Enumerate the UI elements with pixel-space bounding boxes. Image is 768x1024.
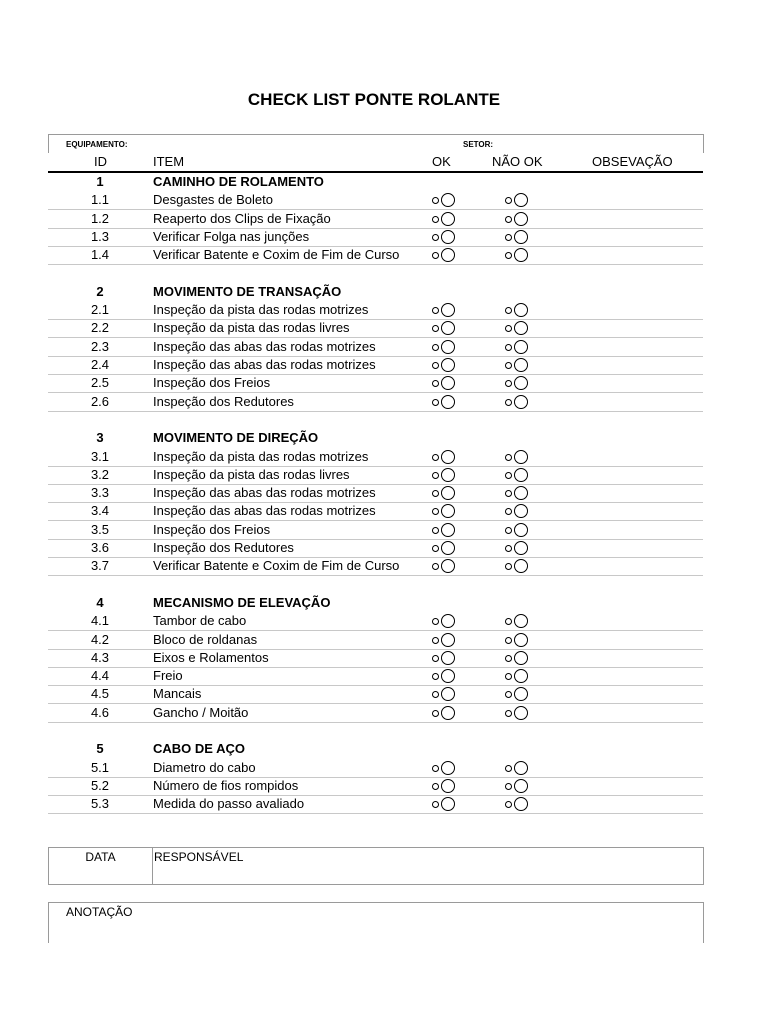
ok-radio-button[interactable] (432, 230, 458, 244)
item-text: Verificar Batente e Coxim de Fim de Curso (153, 558, 400, 574)
item-id: 4.2 (90, 631, 110, 647)
item-text: Inspeção dos Redutores (153, 393, 294, 409)
radio-small-circle-icon (432, 216, 439, 223)
section-id: 1 (96, 174, 104, 189)
nao-ok-radio-button[interactable] (505, 541, 531, 555)
nao-ok-radio-button[interactable] (505, 614, 531, 628)
nao-ok-radio-button[interactable] (505, 303, 531, 317)
item-text: Diametro do cabo (153, 759, 256, 775)
radio-circle-icon (441, 468, 455, 482)
item-id: 4.1 (90, 613, 110, 629)
radio-small-circle-icon (432, 618, 439, 625)
ok-radio-button[interactable] (432, 779, 458, 793)
radio-circle-icon (514, 797, 528, 811)
radio-small-circle-icon (432, 637, 439, 644)
radio-circle-icon (514, 687, 528, 701)
radio-circle-icon (514, 559, 528, 573)
checklist-row (48, 393, 703, 412)
nao-ok-radio-button[interactable] (505, 468, 531, 482)
nao-ok-radio-button[interactable] (505, 797, 531, 811)
checklist-row (48, 521, 703, 540)
nao-ok-radio-button[interactable] (505, 633, 531, 647)
section-row (48, 740, 703, 758)
item-id: 2.6 (90, 393, 110, 409)
nao-ok-radio-button[interactable] (505, 450, 531, 464)
radio-small-circle-icon (432, 508, 439, 515)
item-text: Gancho / Moitão (153, 704, 249, 720)
radio-small-circle-icon (432, 691, 439, 698)
item-id: 2.5 (90, 375, 110, 391)
column-header-item: ITEM (153, 154, 185, 169)
radio-small-circle-icon (432, 325, 439, 332)
radio-circle-icon (514, 248, 528, 262)
item-text: Verificar Folga nas junções (153, 228, 310, 244)
radio-small-circle-icon (505, 380, 512, 387)
item-id: 2.2 (90, 320, 110, 336)
radio-circle-icon (514, 358, 528, 372)
header-info-box (48, 134, 704, 153)
item-id: 3.1 (90, 448, 110, 464)
section-row (48, 283, 703, 301)
item-text: Inspeção da pista das rodas livres (153, 320, 350, 336)
ok-radio-button[interactable] (432, 193, 458, 207)
radio-circle-icon (441, 559, 455, 573)
item-text: Inspeção dos Freios (153, 375, 271, 391)
radio-circle-icon (441, 376, 455, 390)
annotation-box (48, 902, 704, 943)
section-row (48, 594, 703, 612)
radio-small-circle-icon (432, 234, 439, 241)
item-id: 1.3 (90, 228, 110, 244)
nao-ok-radio-button[interactable] (505, 340, 531, 354)
section-title: MECANISMO DE ELEVAÇÃO (153, 594, 331, 610)
ok-radio-button[interactable] (432, 797, 458, 811)
item-text: Número de fios rompidos (153, 777, 299, 793)
ok-radio-button[interactable] (432, 614, 458, 628)
checklist-row (48, 356, 703, 375)
radio-circle-icon (441, 541, 455, 555)
item-id: 4.6 (90, 704, 110, 720)
checklist-row (48, 338, 703, 357)
item-id: 5.2 (90, 777, 110, 793)
checklist-row (48, 667, 703, 686)
item-text: Freio (153, 668, 183, 684)
item-id: 3.5 (90, 521, 110, 537)
ok-radio-button[interactable] (432, 541, 458, 555)
radio-circle-icon (441, 450, 455, 464)
item-text: Verificar Batente e Coxim de Fim de Curso (153, 247, 400, 263)
radio-circle-icon (514, 669, 528, 683)
nao-ok-radio-button[interactable] (505, 761, 531, 775)
item-text: Medida do passo avaliado (153, 796, 305, 812)
item-text: Bloco de roldanas (153, 631, 258, 647)
radio-small-circle-icon (432, 673, 439, 680)
radio-circle-icon (441, 193, 455, 207)
checklist-row (48, 191, 703, 210)
radio-small-circle-icon (432, 399, 439, 406)
item-id: 2.1 (90, 302, 110, 318)
nao-ok-radio-button[interactable] (505, 376, 531, 390)
nao-ok-radio-button[interactable] (505, 669, 531, 683)
radio-small-circle-icon (505, 545, 512, 552)
column-header-id: ID (94, 154, 107, 169)
item-id: 1.1 (90, 192, 110, 208)
radio-circle-icon (441, 321, 455, 335)
checklist-row (48, 612, 703, 631)
checklist-row (48, 557, 703, 576)
radio-small-circle-icon (505, 307, 512, 314)
item-text: Inspeção da pista das rodas motrizes (153, 302, 369, 318)
item-id: 1.2 (90, 210, 110, 226)
radio-circle-icon (514, 523, 528, 537)
checklist-row (48, 777, 703, 796)
checklist-row (48, 539, 703, 558)
radio-small-circle-icon (432, 490, 439, 497)
section-title: MOVIMENTO DE TRANSAÇÃO (153, 283, 342, 299)
radio-small-circle-icon (432, 197, 439, 204)
radio-circle-icon (514, 468, 528, 482)
radio-circle-icon (441, 486, 455, 500)
radio-small-circle-icon (505, 527, 512, 534)
equipamento-label: EQUIPAMENTO: (66, 140, 128, 149)
nao-ok-radio-button[interactable] (505, 248, 531, 262)
checklist-row (48, 319, 703, 338)
radio-small-circle-icon (432, 472, 439, 479)
ok-radio-button[interactable] (432, 468, 458, 482)
radio-small-circle-icon (505, 783, 512, 790)
radio-circle-icon (514, 486, 528, 500)
setor-label: SETOR: (463, 140, 494, 149)
radio-circle-icon (514, 230, 528, 244)
nao-ok-radio-button[interactable] (505, 230, 531, 244)
checklist-row (48, 228, 703, 247)
nao-ok-radio-button[interactable] (505, 504, 531, 518)
item-id: 3.3 (90, 485, 110, 501)
checklist-row (48, 649, 703, 668)
ok-radio-button[interactable] (432, 523, 458, 537)
checklist-row (48, 502, 703, 521)
ok-radio-button[interactable] (432, 303, 458, 317)
radio-circle-icon (441, 358, 455, 372)
item-id: 3.6 (90, 540, 110, 555)
radio-small-circle-icon (505, 563, 512, 570)
nao-ok-radio-button[interactable] (505, 321, 531, 335)
section-row (48, 173, 703, 191)
column-header-ok: OK (432, 154, 451, 169)
radio-small-circle-icon (505, 673, 512, 680)
ok-radio-button[interactable] (432, 212, 458, 226)
checklist-row (48, 374, 703, 393)
signature-divider (152, 848, 153, 884)
item-id: 2.3 (90, 338, 110, 354)
checklist-row (48, 466, 703, 485)
ok-radio-button[interactable] (432, 321, 458, 335)
radio-small-circle-icon (432, 563, 439, 570)
section-id: 4 (96, 594, 104, 610)
nao-ok-radio-button[interactable] (505, 651, 531, 665)
radio-small-circle-icon (505, 252, 512, 259)
ok-radio-button[interactable] (432, 669, 458, 683)
nao-ok-radio-button[interactable] (505, 779, 531, 793)
radio-small-circle-icon (432, 801, 439, 808)
radio-circle-icon (441, 779, 455, 793)
ok-radio-button[interactable] (432, 248, 458, 262)
radio-small-circle-icon (505, 454, 512, 461)
checklist-row (48, 301, 703, 320)
radio-circle-icon (441, 340, 455, 354)
column-header-nao-ok: NÃO OK (492, 154, 543, 169)
radio-small-circle-icon (505, 325, 512, 332)
item-id: 4.3 (90, 649, 110, 665)
radio-small-circle-icon (505, 691, 512, 698)
item-id: 3.7 (90, 558, 110, 574)
checklist-row (48, 448, 703, 467)
section-title: CAMINHO DE ROLAMENTO (153, 174, 324, 189)
section-row (48, 429, 703, 447)
ok-radio-button[interactable] (432, 559, 458, 573)
radio-circle-icon (441, 651, 455, 665)
radio-small-circle-icon (505, 216, 512, 223)
radio-circle-icon (441, 797, 455, 811)
radio-small-circle-icon (505, 399, 512, 406)
radio-small-circle-icon (505, 472, 512, 479)
page-title: CHECK LIST PONTE ROLANTE (247, 90, 501, 109)
item-text: Reaperto dos Clips de Fixação (153, 210, 331, 226)
radio-small-circle-icon (432, 380, 439, 387)
ok-radio-button[interactable] (432, 486, 458, 500)
radio-small-circle-icon (505, 765, 512, 772)
radio-small-circle-icon (432, 545, 439, 552)
nao-ok-radio-button[interactable] (505, 687, 531, 701)
radio-circle-icon (514, 450, 528, 464)
item-text: Desgastes de Boleto (153, 192, 273, 208)
radio-small-circle-icon (432, 252, 439, 259)
ok-radio-button[interactable] (432, 504, 458, 518)
radio-circle-icon (441, 523, 455, 537)
radio-small-circle-icon (505, 234, 512, 241)
radio-circle-icon (514, 395, 528, 409)
radio-circle-icon (514, 779, 528, 793)
section-id: 3 (96, 430, 104, 446)
radio-circle-icon (514, 633, 528, 647)
item-id: 5.3 (90, 796, 110, 812)
checklist-row (48, 704, 703, 723)
radio-circle-icon (441, 395, 455, 409)
item-text: Inspeção dos Redutores (153, 540, 294, 555)
item-text: Tambor de cabo (153, 613, 247, 629)
data-label: DATA (85, 850, 116, 864)
radio-circle-icon (514, 376, 528, 390)
radio-small-circle-icon (505, 801, 512, 808)
nao-ok-radio-button[interactable] (505, 486, 531, 500)
radio-small-circle-icon (432, 527, 439, 534)
radio-circle-icon (514, 212, 528, 226)
radio-circle-icon (514, 614, 528, 628)
nao-ok-radio-button[interactable] (505, 706, 531, 720)
radio-circle-icon (514, 321, 528, 335)
nao-ok-radio-button[interactable] (505, 559, 531, 573)
radio-small-circle-icon (505, 710, 512, 717)
checklist-row (48, 210, 703, 229)
item-id: 4.5 (90, 686, 110, 702)
checklist-row (48, 484, 703, 503)
section-id: 2 (96, 283, 104, 299)
item-text: Inspeção das abas das rodas motrizes (153, 338, 376, 354)
checklist-row (48, 759, 703, 778)
radio-circle-icon (441, 212, 455, 226)
radio-circle-icon (441, 669, 455, 683)
item-text: Eixos e Rolamentos (153, 649, 269, 665)
item-text: Inspeção dos Freios (153, 521, 271, 537)
checklist-row (48, 631, 703, 650)
item-id: 1.4 (90, 247, 110, 263)
nao-ok-radio-button[interactable] (505, 212, 531, 226)
ok-radio-button[interactable] (432, 340, 458, 354)
ok-radio-button[interactable] (432, 687, 458, 701)
nao-ok-radio-button[interactable] (505, 358, 531, 372)
anotacao-label: ANOTAÇÃO (66, 905, 133, 919)
nao-ok-radio-button[interactable] (505, 193, 531, 207)
radio-small-circle-icon (432, 783, 439, 790)
ok-radio-button[interactable] (432, 633, 458, 647)
section-title: MOVIMENTO DE DIREÇÃO (153, 430, 319, 446)
radio-circle-icon (441, 614, 455, 628)
ok-radio-button[interactable] (432, 358, 458, 372)
radio-small-circle-icon (432, 454, 439, 461)
radio-small-circle-icon (505, 637, 512, 644)
item-text: Inspeção da pista das rodas livres (153, 466, 350, 482)
item-id: 3.4 (90, 503, 110, 519)
radio-circle-icon (514, 303, 528, 317)
radio-small-circle-icon (505, 655, 512, 662)
item-text: Inspeção das abas das rodas motrizes (153, 503, 376, 519)
item-text: Inspeção das abas das rodas motrizes (153, 485, 376, 501)
item-id: 4.4 (90, 668, 110, 684)
radio-small-circle-icon (432, 307, 439, 314)
radio-small-circle-icon (432, 362, 439, 369)
radio-small-circle-icon (432, 344, 439, 351)
radio-small-circle-icon (505, 362, 512, 369)
radio-small-circle-icon (432, 655, 439, 662)
item-id: 5.1 (90, 759, 110, 775)
item-text: Inspeção das abas das rodas motrizes (153, 357, 376, 372)
ok-radio-button[interactable] (432, 706, 458, 720)
column-header-observacao: OBSEVAÇÃO (592, 154, 673, 169)
radio-circle-icon (514, 193, 528, 207)
radio-circle-icon (441, 504, 455, 518)
nao-ok-radio-button[interactable] (505, 523, 531, 537)
radio-circle-icon (514, 340, 528, 354)
radio-small-circle-icon (432, 710, 439, 717)
radio-circle-icon (441, 687, 455, 701)
radio-circle-icon (514, 504, 528, 518)
ok-radio-button[interactable] (432, 395, 458, 409)
item-id: 3.2 (90, 466, 110, 482)
ok-radio-button[interactable] (432, 376, 458, 390)
radio-circle-icon (441, 303, 455, 317)
radio-circle-icon (514, 761, 528, 775)
section-title: CABO DE AÇO (153, 741, 245, 757)
radio-small-circle-icon (432, 765, 439, 772)
radio-circle-icon (514, 541, 528, 555)
radio-circle-icon (514, 706, 528, 720)
item-text: Inspeção da pista das rodas motrizes (153, 448, 369, 464)
checklist-row (48, 685, 703, 704)
radio-small-circle-icon (505, 197, 512, 204)
radio-circle-icon (441, 633, 455, 647)
radio-small-circle-icon (505, 508, 512, 515)
nao-ok-radio-button[interactable] (505, 395, 531, 409)
ok-radio-button[interactable] (432, 651, 458, 665)
radio-circle-icon (441, 230, 455, 244)
item-text: Mancais (153, 686, 202, 702)
radio-circle-icon (441, 706, 455, 720)
radio-small-circle-icon (505, 618, 512, 625)
signature-box (48, 847, 704, 885)
radio-small-circle-icon (505, 344, 512, 351)
item-id: 2.4 (90, 357, 110, 372)
checklist-row (48, 795, 703, 814)
radio-circle-icon (514, 651, 528, 665)
responsavel-label: RESPONSÁVEL (154, 850, 244, 864)
radio-circle-icon (441, 248, 455, 262)
radio-small-circle-icon (505, 490, 512, 497)
ok-radio-button[interactable] (432, 761, 458, 775)
ok-radio-button[interactable] (432, 450, 458, 464)
checklist-row (48, 246, 703, 265)
section-id: 5 (96, 741, 104, 757)
radio-circle-icon (441, 761, 455, 775)
